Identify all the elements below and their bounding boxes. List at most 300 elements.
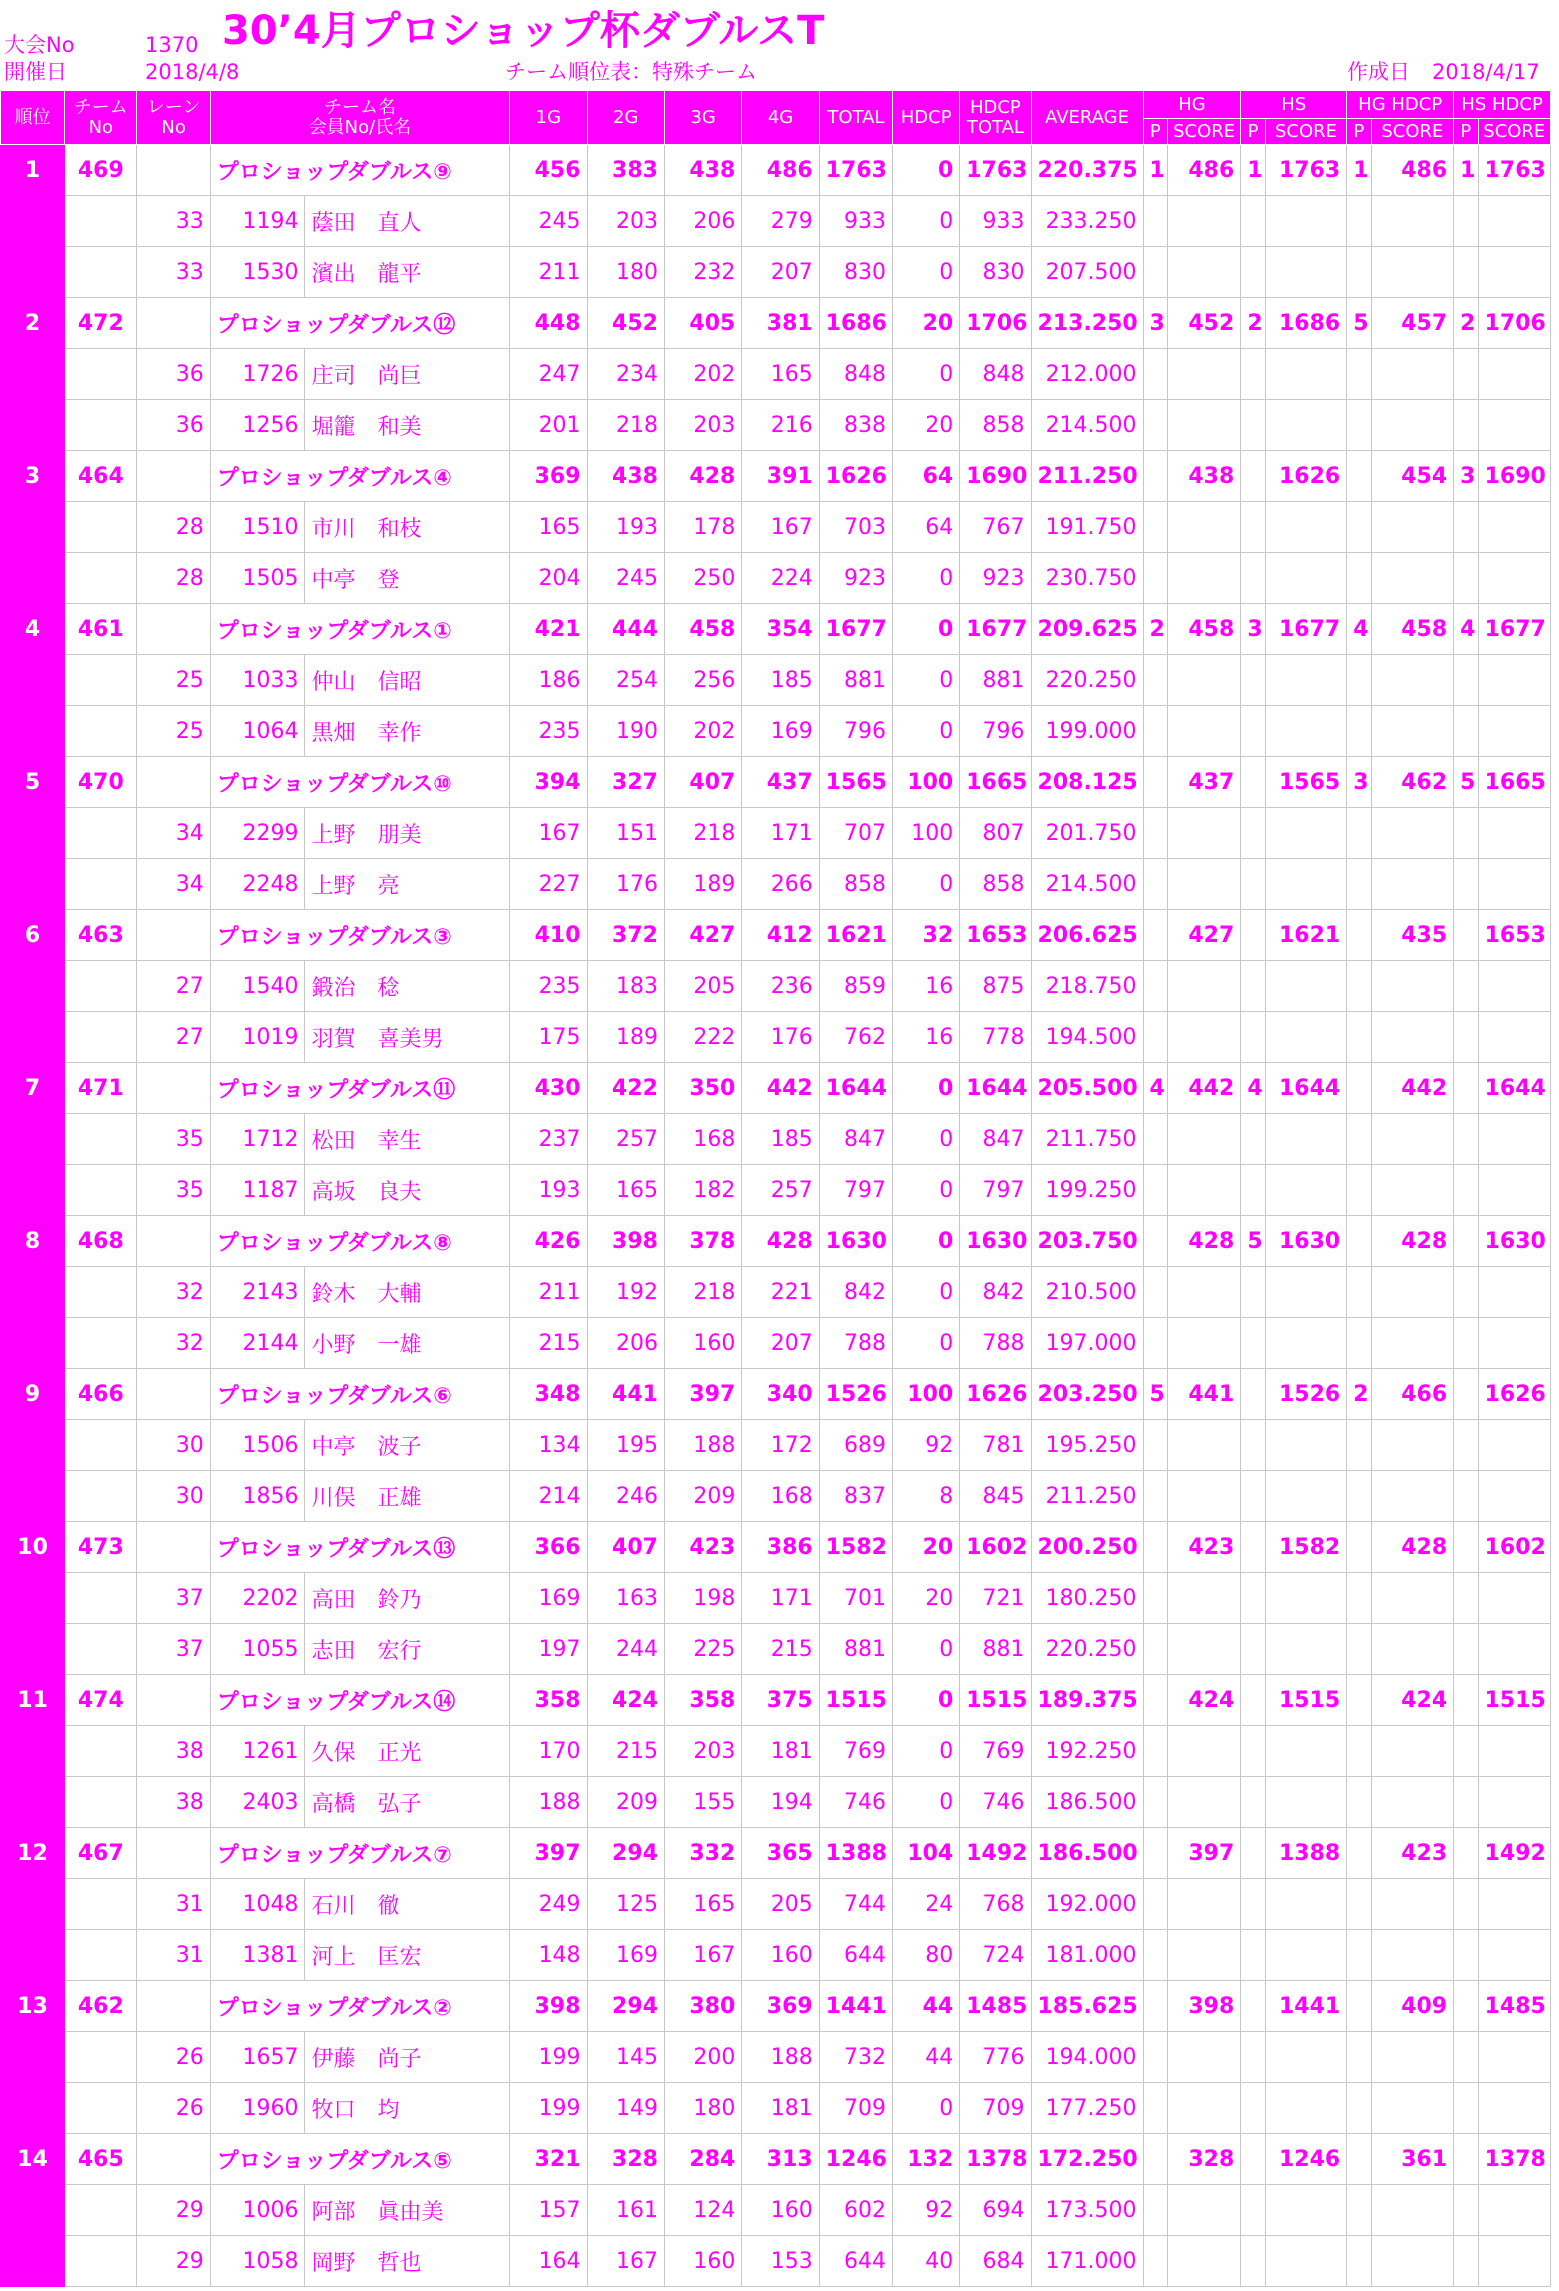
member-name: 高田 鈴乃 [305, 1573, 510, 1624]
hg-place [1143, 808, 1167, 859]
hdcp-total: 881 [960, 655, 1031, 706]
game-2: 167 [587, 2236, 664, 2287]
hg-hdcp-score: 442 [1371, 1063, 1453, 1114]
hg-hdcp-place [1347, 2032, 1371, 2083]
game-1: 165 [510, 502, 587, 553]
lane-no: 36 [137, 400, 210, 451]
game-3: 205 [664, 961, 741, 1012]
game-4: 188 [742, 2032, 819, 2083]
average: 189.375 [1031, 1675, 1143, 1726]
member-no: 1712 [210, 1114, 305, 1165]
hs-hdcp-place [1454, 1114, 1478, 1165]
hg-place [1143, 1318, 1167, 1369]
team-no: 464 [65, 451, 137, 502]
hdcp: 0 [893, 655, 960, 706]
hg-hdcp-place [1347, 451, 1371, 502]
member-name: 黒畑 幸作 [305, 706, 510, 757]
total: 703 [819, 502, 892, 553]
game-4: 221 [742, 1267, 819, 1318]
hs-score: 1686 [1265, 298, 1346, 349]
hg-hdcp-score [1371, 808, 1453, 859]
col-hg-hdcp: HG HDCP [1347, 91, 1454, 119]
game-1: 186 [510, 655, 587, 706]
hs-hdcp-place [1454, 1165, 1478, 1216]
total: 707 [819, 808, 892, 859]
hg-score [1167, 1165, 1240, 1216]
game-1: 249 [510, 1879, 587, 1930]
hs-score: 1441 [1265, 1981, 1346, 2032]
team-no [65, 2185, 137, 2236]
game-2: 294 [587, 1828, 664, 1879]
hg-hdcp-score [1371, 1471, 1453, 1522]
game-3: 206 [664, 196, 741, 247]
hs-place [1241, 1369, 1265, 1420]
lane-no: 38 [137, 1777, 210, 1828]
hg-score: 398 [1167, 1981, 1240, 2032]
lane-no: 33 [137, 196, 210, 247]
game-4: 181 [742, 1726, 819, 1777]
total: 1388 [819, 1828, 892, 1879]
hs-place [1241, 349, 1265, 400]
game-2: 165 [587, 1165, 664, 1216]
lane-no: 25 [137, 655, 210, 706]
hdcp: 0 [893, 1267, 960, 1318]
hdcp: 20 [893, 1573, 960, 1624]
game-3: 438 [664, 145, 741, 196]
hg-hdcp-score: 457 [1371, 298, 1453, 349]
game-3: 218 [664, 1267, 741, 1318]
game-4: 160 [742, 1930, 819, 1981]
game-3: 458 [664, 604, 741, 655]
rank-cell: 1 [1, 145, 65, 196]
average: 220.250 [1031, 1624, 1143, 1675]
total: 859 [819, 961, 892, 1012]
total: 644 [819, 2236, 892, 2287]
game-1: 448 [510, 298, 587, 349]
hg-score: 328 [1167, 2134, 1240, 2185]
game-3: 203 [664, 400, 741, 451]
game-2: 407 [587, 1522, 664, 1573]
game-3: 178 [664, 502, 741, 553]
member-no: 2299 [210, 808, 305, 859]
team-name: プロショップダブルス⑦ [210, 1828, 509, 1879]
hdcp: 0 [893, 706, 960, 757]
game-4: 205 [742, 1879, 819, 1930]
hg-hdcp-score [1371, 1165, 1453, 1216]
hg-place: 4 [1143, 1063, 1167, 1114]
hg-hdcp-place: 1 [1347, 145, 1371, 196]
hs-score [1265, 196, 1346, 247]
game-2: 244 [587, 1624, 664, 1675]
game-4: 215 [742, 1624, 819, 1675]
member-name: 高橋 弘子 [305, 1777, 510, 1828]
hs-place [1241, 706, 1265, 757]
hg-score [1167, 2083, 1240, 2134]
total: 709 [819, 2083, 892, 2134]
game-2: 203 [587, 196, 664, 247]
lane-no [137, 1981, 210, 2032]
total: 602 [819, 2185, 892, 2236]
hg-hdcp-score: 424 [1371, 1675, 1453, 1726]
member-name: 中亭 波子 [305, 1420, 510, 1471]
total: 858 [819, 859, 892, 910]
game-3: 198 [664, 1573, 741, 1624]
hg-hdcp-score [1371, 1318, 1453, 1369]
total: 933 [819, 196, 892, 247]
rank-cell [1, 1165, 65, 1216]
col-average: AVERAGE [1031, 91, 1143, 145]
hs-hdcp-score: 1485 [1478, 1981, 1550, 2032]
game-3: 189 [664, 859, 741, 910]
member-row [1, 1573, 1551, 1624]
game-3: 380 [664, 1981, 741, 2032]
game-1: 169 [510, 1573, 587, 1624]
game-3: 225 [664, 1624, 741, 1675]
game-2: 452 [587, 298, 664, 349]
team-no [65, 247, 137, 298]
average: 212.000 [1031, 349, 1143, 400]
game-2: 441 [587, 1369, 664, 1420]
member-row [1, 1879, 1551, 1930]
hg-hdcp-place [1347, 1879, 1371, 1930]
team-no: 462 [65, 1981, 137, 2032]
hs-score: 1677 [1265, 604, 1346, 655]
team-no [65, 502, 137, 553]
game-4: 486 [742, 145, 819, 196]
table-header [1, 91, 1551, 145]
member-row [1, 1471, 1551, 1522]
hs-hdcp-place [1454, 655, 1478, 706]
lane-no [137, 910, 210, 961]
hs-place [1241, 1114, 1265, 1165]
hdcp: 0 [893, 553, 960, 604]
hs-hdcp-score [1478, 655, 1550, 706]
average: 191.750 [1031, 502, 1143, 553]
hg-score: 423 [1167, 1522, 1240, 1573]
hg-hdcp-place [1347, 1675, 1371, 1726]
game-4: 412 [742, 910, 819, 961]
member-row [1, 1777, 1551, 1828]
game-4: 236 [742, 961, 819, 1012]
team-no [65, 1726, 137, 1777]
team-no [65, 1114, 137, 1165]
hg-hdcp-place [1347, 1012, 1371, 1063]
game-4: 381 [742, 298, 819, 349]
hdcp: 132 [893, 2134, 960, 2185]
average: 214.500 [1031, 859, 1143, 910]
member-no: 1657 [210, 2032, 305, 2083]
hg-place [1143, 859, 1167, 910]
hs-score [1265, 1624, 1346, 1675]
hs-place [1241, 859, 1265, 910]
game-4: 167 [742, 502, 819, 553]
hdcp-total: 1677 [960, 604, 1031, 655]
hg-score [1167, 1114, 1240, 1165]
game-4: 207 [742, 1318, 819, 1369]
lane-no: 27 [137, 961, 210, 1012]
hdcp: 16 [893, 961, 960, 1012]
hg-hdcp-place [1347, 655, 1371, 706]
hdcp-total: 858 [960, 859, 1031, 910]
game-2: 169 [587, 1930, 664, 1981]
hg-score [1167, 2032, 1240, 2083]
game-3: 160 [664, 2236, 741, 2287]
hg-hdcp-place [1347, 1267, 1371, 1318]
member-no: 2202 [210, 1573, 305, 1624]
game-3: 284 [664, 2134, 741, 2185]
rank-cell [1, 2032, 65, 2083]
hs-hdcp-place [1454, 910, 1478, 961]
game-2: 294 [587, 1981, 664, 2032]
rank-cell [1, 1777, 65, 1828]
hdcp-total: 776 [960, 2032, 1031, 2083]
average: 180.250 [1031, 1573, 1143, 1624]
hg-score [1167, 196, 1240, 247]
hg-hdcp-score [1371, 1879, 1453, 1930]
rank-cell [1, 706, 65, 757]
hdcp-total: 848 [960, 349, 1031, 400]
average: 192.000 [1031, 1879, 1143, 1930]
member-no: 1194 [210, 196, 305, 247]
hg-hdcp-score: 423 [1371, 1828, 1453, 1879]
member-row [1, 961, 1551, 1012]
hdcp-total: 684 [960, 2236, 1031, 2287]
hs-hdcp-score [1478, 400, 1550, 451]
team-no: 472 [65, 298, 137, 349]
hdcp: 0 [893, 247, 960, 298]
team-no: 473 [65, 1522, 137, 1573]
rank-cell [1, 1012, 65, 1063]
hs-score: 1644 [1265, 1063, 1346, 1114]
lane-no: 27 [137, 1012, 210, 1063]
lane-no [137, 1216, 210, 1267]
hs-place [1241, 1165, 1265, 1216]
hg-hdcp-score [1371, 1267, 1453, 1318]
lane-no: 25 [137, 706, 210, 757]
created-date: 2018/4/17 [1432, 60, 1540, 84]
hs-place: 4 [1241, 1063, 1265, 1114]
team-no: 468 [65, 1216, 137, 1267]
hs-score [1265, 400, 1346, 451]
member-name: 久保 正光 [305, 1726, 510, 1777]
hdcp: 92 [893, 1420, 960, 1471]
hg-hdcp-place [1347, 349, 1371, 400]
rank-cell [1, 1114, 65, 1165]
member-row [1, 859, 1551, 910]
member-no: 1530 [210, 247, 305, 298]
hg-score [1167, 349, 1240, 400]
lane-no: 30 [137, 1471, 210, 1522]
report-title: 30’4月プロショップ杯ダブルスT [222, 8, 825, 54]
hs-hdcp-score [1478, 349, 1550, 400]
hs-hdcp-place [1454, 1369, 1478, 1420]
hg-place [1143, 1165, 1167, 1216]
hg-hdcp-score [1371, 349, 1453, 400]
game-1: 321 [510, 2134, 587, 2185]
game-4: 176 [742, 1012, 819, 1063]
team-no [65, 400, 137, 451]
average: 220.375 [1031, 145, 1143, 196]
hs-place [1241, 1675, 1265, 1726]
hs-score [1265, 247, 1346, 298]
hs-hdcp-place [1454, 2032, 1478, 2083]
game-3: 202 [664, 706, 741, 757]
game-1: 245 [510, 196, 587, 247]
team-no [65, 1930, 137, 1981]
rank-cell [1, 1420, 65, 1471]
hg-hdcp-score [1371, 1573, 1453, 1624]
game-1: 164 [510, 2236, 587, 2287]
lane-no [137, 2134, 210, 2185]
hs-hdcp-score [1478, 2083, 1550, 2134]
hs-place [1241, 1879, 1265, 1930]
hs-hdcp-place: 3 [1454, 451, 1478, 502]
average: 186.500 [1031, 1777, 1143, 1828]
total: 762 [819, 1012, 892, 1063]
hdcp: 0 [893, 859, 960, 910]
member-name: 小野 一雄 [305, 1318, 510, 1369]
hdcp-total: 746 [960, 1777, 1031, 1828]
average: 199.000 [1031, 706, 1143, 757]
game-1: 410 [510, 910, 587, 961]
game-3: 250 [664, 553, 741, 604]
average: 171.000 [1031, 2236, 1143, 2287]
hs-place [1241, 1522, 1265, 1573]
hs-hdcp-score: 1653 [1478, 910, 1550, 961]
hs-place [1241, 502, 1265, 553]
game-4: 160 [742, 2185, 819, 2236]
hdcp: 20 [893, 298, 960, 349]
total: 689 [819, 1420, 892, 1471]
total: 1565 [819, 757, 892, 808]
total: 1246 [819, 2134, 892, 2185]
hg-score: 442 [1167, 1063, 1240, 1114]
rank-cell [1, 655, 65, 706]
lane-no: 32 [137, 1267, 210, 1318]
game-3: 378 [664, 1216, 741, 1267]
team-no [65, 1318, 137, 1369]
game-4: 169 [742, 706, 819, 757]
hg-place [1143, 706, 1167, 757]
hs-place [1241, 553, 1265, 604]
col-hdcp-total: HDCP TOTAL [960, 91, 1031, 145]
team-name: プロショップダブルス⑥ [210, 1369, 509, 1420]
hg-place [1143, 1471, 1167, 1522]
hs-hdcp-score [1478, 2236, 1550, 2287]
game-2: 151 [587, 808, 664, 859]
game-2: 206 [587, 1318, 664, 1369]
hg-hdcp-place [1347, 1114, 1371, 1165]
hg-hdcp-score: 409 [1371, 1981, 1453, 2032]
game-3: 160 [664, 1318, 741, 1369]
hg-hdcp-place: 5 [1347, 298, 1371, 349]
average: 201.750 [1031, 808, 1143, 859]
average: 185.625 [1031, 1981, 1143, 2032]
lane-no: 35 [137, 1165, 210, 1216]
hg-place [1143, 1216, 1167, 1267]
col-4g: 4G [742, 91, 819, 145]
hs-hdcp-place [1454, 961, 1478, 1012]
hg-hdcp-place: 4 [1347, 604, 1371, 655]
hs-hdcp-place [1454, 1012, 1478, 1063]
standings-table [0, 90, 1551, 2287]
rank-cell [1, 1573, 65, 1624]
member-no: 2143 [210, 1267, 305, 1318]
hg-hdcp-place [1347, 1216, 1371, 1267]
average: 211.250 [1031, 451, 1143, 502]
member-name: 志田 宏行 [305, 1624, 510, 1675]
col-team-name: チーム名 会員No/氏名 [210, 91, 509, 145]
hg-place [1143, 553, 1167, 604]
team-name: プロショップダブルス⑤ [210, 2134, 509, 2185]
team-no [65, 1012, 137, 1063]
col-hgh-p: P [1347, 119, 1371, 145]
total: 1677 [819, 604, 892, 655]
total: 1626 [819, 451, 892, 502]
game-4: 194 [742, 1777, 819, 1828]
hs-score: 1515 [1265, 1675, 1346, 1726]
hg-score [1167, 1726, 1240, 1777]
team-name: プロショップダブルス② [210, 1981, 509, 2032]
hg-score [1167, 1930, 1240, 1981]
hg-place [1143, 451, 1167, 502]
hs-hdcp-place: 1 [1454, 145, 1478, 196]
total: 842 [819, 1267, 892, 1318]
hs-hdcp-score [1478, 1267, 1550, 1318]
team-name: プロショップダブルス⑧ [210, 1216, 509, 1267]
hdcp: 92 [893, 2185, 960, 2236]
hdcp-total: 923 [960, 553, 1031, 604]
member-name: 羽賀 喜美男 [305, 1012, 510, 1063]
game-1: 175 [510, 1012, 587, 1063]
hs-hdcp-score [1478, 1318, 1550, 1369]
game-3: 180 [664, 2083, 741, 2134]
hdcp: 100 [893, 808, 960, 859]
rank-cell [1, 1267, 65, 1318]
hg-hdcp-score: 466 [1371, 1369, 1453, 1420]
member-row [1, 1318, 1551, 1369]
game-1: 430 [510, 1063, 587, 1114]
hg-place [1143, 1420, 1167, 1471]
average: 220.250 [1031, 655, 1143, 706]
game-3: 202 [664, 349, 741, 400]
hs-hdcp-score: 1630 [1478, 1216, 1550, 1267]
member-name: 中亭 登 [305, 553, 510, 604]
hs-hdcp-score: 1378 [1478, 2134, 1550, 2185]
lane-no: 26 [137, 2083, 210, 2134]
hg-hdcp-place [1347, 706, 1371, 757]
hs-score [1265, 859, 1346, 910]
game-1: 170 [510, 1726, 587, 1777]
team-name: プロショップダブルス⑩ [210, 757, 509, 808]
hg-score [1167, 247, 1240, 298]
hg-score [1167, 553, 1240, 604]
hg-place [1143, 1981, 1167, 2032]
hg-place [1143, 349, 1167, 400]
average: 206.625 [1031, 910, 1143, 961]
game-4: 386 [742, 1522, 819, 1573]
hg-hdcp-score: 361 [1371, 2134, 1453, 2185]
hs-score [1265, 1879, 1346, 1930]
team-row [1, 298, 1551, 349]
hs-hdcp-score: 1626 [1478, 1369, 1550, 1420]
hg-hdcp-score [1371, 1420, 1453, 1471]
hg-hdcp-score: 454 [1371, 451, 1453, 502]
hg-place [1143, 1522, 1167, 1573]
team-no: 461 [65, 604, 137, 655]
hs-hdcp-score: 1492 [1478, 1828, 1550, 1879]
team-no [65, 1471, 137, 1522]
